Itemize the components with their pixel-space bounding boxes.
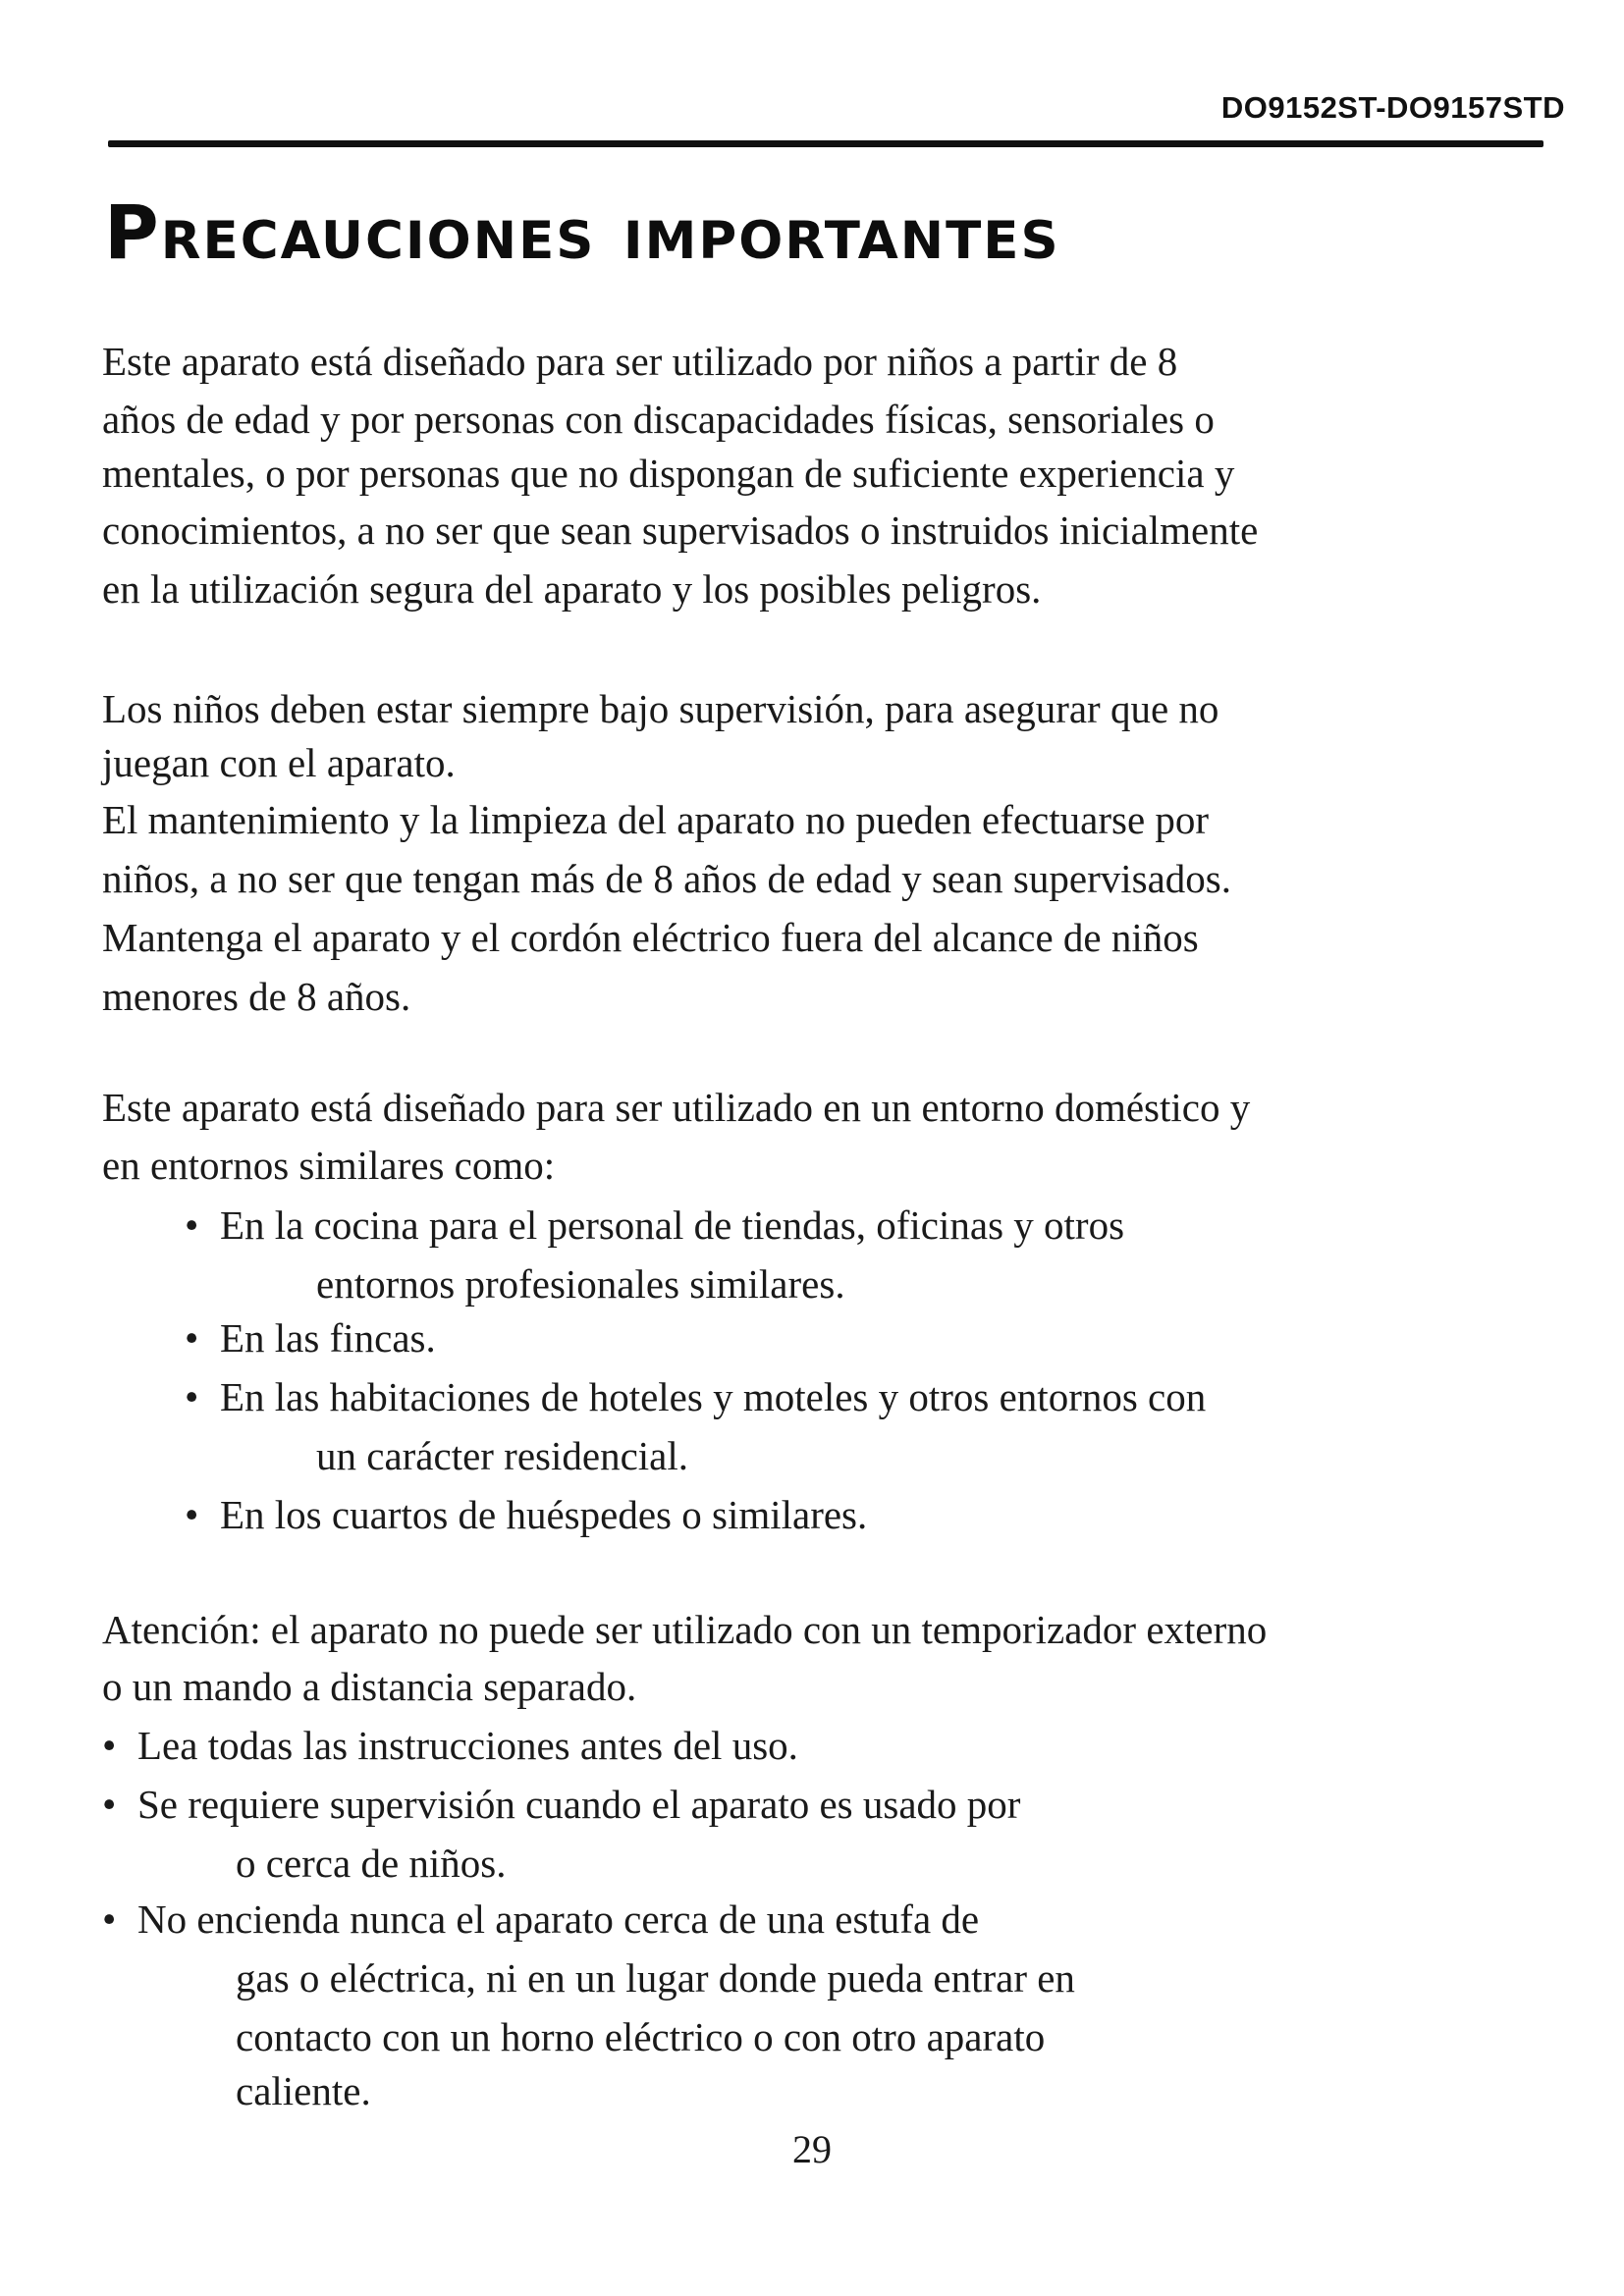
list-item	[185, 1367, 1206, 1426]
list-item	[102, 1716, 798, 1775]
paragraph-1-line-1: Este aparato está diseñado para ser utilizado por niños a partir de 8	[102, 339, 1178, 384]
list-item	[185, 1308, 436, 1367]
list-item-continuation: gas o eléctrica, ni en un lugar donde pueda entrar en	[236, 1955, 1075, 2001]
list-item-continuation: caliente.	[236, 2068, 371, 2113]
paragraph-2-line-5: Mantenga el aparato y el cordón eléctrico fuera del alcance de niños	[102, 915, 1199, 960]
list-item	[185, 1196, 1124, 1255]
paragraph-2-line-2: juegan con el aparato.	[102, 740, 456, 785]
bullet-symbol: •	[185, 1492, 199, 1537]
paragraph-4-line-2: o un mando a distancia separado.	[102, 1664, 637, 1709]
list-item-text: En las fincas.	[220, 1315, 436, 1361]
paragraph-2-line-3: El mantenimiento y la limpieza del aparato no pueden efectuarse por	[102, 797, 1210, 842]
list-item	[185, 1485, 867, 1544]
list-item-text: No encienda nunca el aparato cerca de una estufa de	[137, 1896, 980, 1942]
paragraph-1-line-4: conocimientos, a no ser que sean supervisados o instruidos inicialmente	[102, 507, 1259, 553]
list-item-continuation: entornos profesionales similares.	[316, 1261, 845, 1307]
paragraph-3-line-1: Este aparato está diseñado para ser utilizado en un entorno doméstico y	[102, 1085, 1251, 1130]
list-item-continuation: contacto con un horno eléctrico o con otro aparato	[236, 2014, 1046, 2059]
list-item-text: En la cocina para el personal de tiendas, oficinas y otros	[220, 1202, 1125, 1248]
list-item-continuation: o cerca de niños.	[236, 1841, 507, 1886]
bullet-symbol: •	[185, 1374, 199, 1419]
paragraph-2-line-6: menores de 8 años.	[102, 974, 411, 1019]
bullet-symbol: •	[185, 1202, 199, 1248]
list-item-text: En los cuartos de huéspedes o similares.	[220, 1492, 868, 1537]
list-item-text: Lea todas las instrucciones antes del uso.	[137, 1723, 798, 1768]
paragraph-3-line-2: en entornos similares como:	[102, 1143, 556, 1188]
bullet-symbol: •	[185, 1315, 199, 1361]
bullet-symbol: •	[102, 1896, 117, 1942]
list-item-continuation: un carácter residencial.	[316, 1433, 689, 1478]
list-item-text: En las habitaciones de hoteles y moteles y otros entornos con	[220, 1374, 1207, 1419]
page-number: 29	[792, 2127, 832, 2171]
paragraph-1-line-2: años de edad y por personas con discapacidades físicas, sensoriales o	[102, 397, 1215, 442]
bullet-symbol: •	[102, 1782, 117, 1827]
list-item	[102, 1890, 979, 1949]
model-code: DO9152ST-DO9157STD	[1220, 90, 1565, 125]
page-title: Precauciones importantes	[104, 188, 1060, 276]
list-item-text: Se requiere supervisión cuando el aparato es usado por	[137, 1782, 1021, 1827]
bullet-symbol: •	[102, 1723, 117, 1768]
paragraph-1-line-5: en la utilización segura del aparato y los posibles peligros.	[102, 566, 1042, 612]
header-rule	[108, 140, 1543, 147]
paragraph-1-line-3: mentales, o por personas que no dispongan de suficiente experiencia y	[102, 451, 1235, 496]
list-item	[102, 1775, 1020, 1834]
paragraph-2-line-4: niños, a no ser que tengan más de 8 años de edad y sean supervisados.	[102, 856, 1231, 901]
paragraph-4-line-1: Atención: el aparato no puede ser utilizado con un temporizador externo	[102, 1607, 1268, 1652]
paragraph-2-line-1: Los niños deben estar siempre bajo supervisión, para asegurar que no	[102, 686, 1219, 731]
